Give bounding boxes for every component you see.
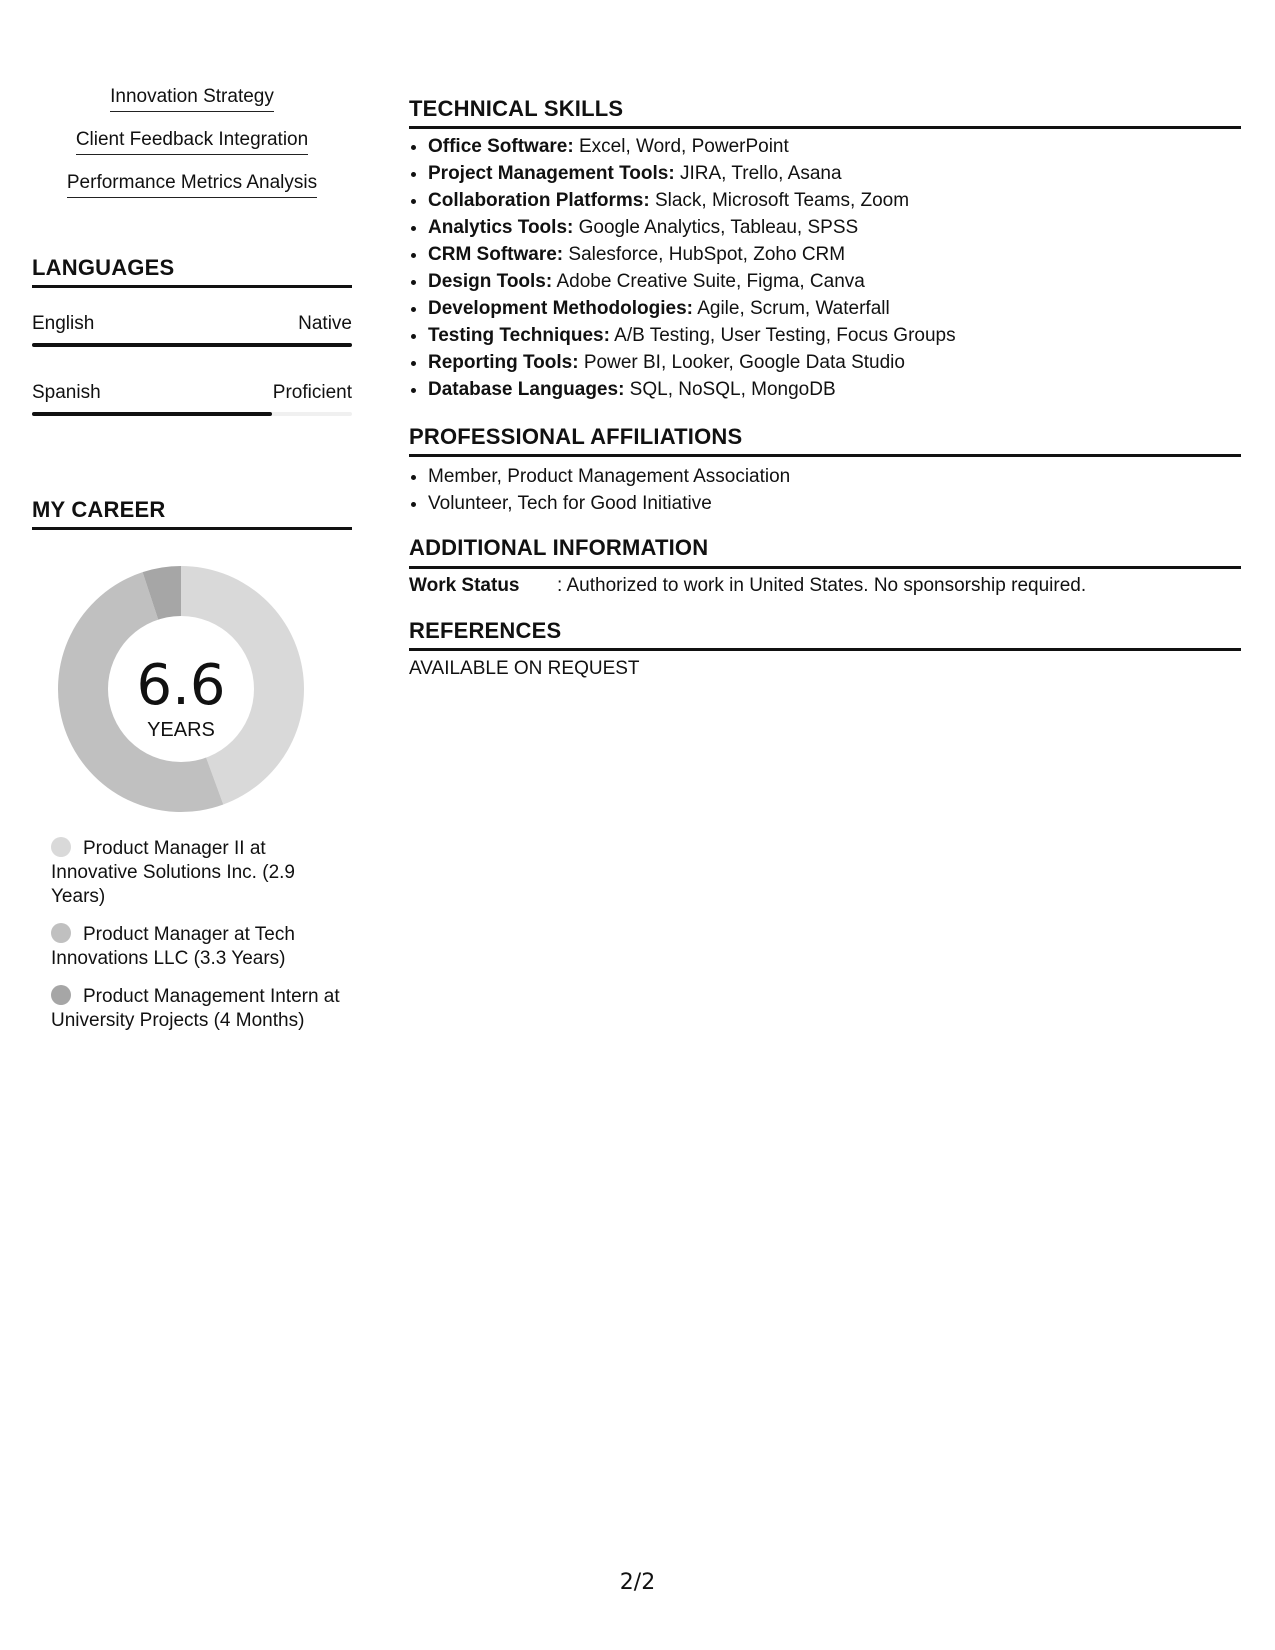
additional-info-rule <box>409 566 1241 569</box>
affiliations-rule <box>409 454 1241 457</box>
career-legend-item: Product Manager II at Innovative Solutions Inc. (2.9 Years) <box>51 838 295 907</box>
list-item: • Analytics Tools: Google Analytics, Tableau, SPSS <box>428 214 1248 241</box>
career-total-value: 6.6 <box>136 653 226 718</box>
career-rule <box>32 527 352 530</box>
list-item: • Volunteer, Tech for Good Initiative <box>428 490 1248 517</box>
list-item: • Database Languages: SQL, NoSQL, MongoDB <box>428 376 1248 403</box>
technical-skills-rule <box>409 126 1241 129</box>
list-item: • Collaboration Platforms: Slack, Microsoft Teams, Zoom <box>428 187 1248 214</box>
language-level: Native <box>298 313 352 334</box>
languages-title: LANGUAGES <box>32 255 175 280</box>
legend-dot-icon <box>51 837 71 857</box>
list-item: • CRM Software: Salesforce, HubSpot, Zoho CRM <box>428 241 1248 268</box>
references-text: AVAILABLE ON REQUEST <box>409 658 640 679</box>
technical-skills-list <box>409 133 1248 403</box>
list-item: • Member, Product Management Association <box>428 463 1248 490</box>
list-item: • Office Software: Excel, Word, PowerPoint <box>428 133 1248 160</box>
skill-item: Performance Metrics Analysis <box>32 172 352 198</box>
technical-skills-title: TECHNICAL SKILLS <box>409 96 624 121</box>
language-name: English <box>32 313 95 334</box>
language-bar-english <box>32 343 352 347</box>
career-title: MY CAREER <box>32 497 166 522</box>
work-status-value: : Authorized to work in United States. No sponsorship required. <box>557 575 1087 596</box>
career-donut-chart <box>56 564 306 814</box>
language-level: Proficient <box>272 382 352 403</box>
list-item: • Development Methodologies: Agile, Scrum, Waterfall <box>428 295 1248 322</box>
skill-item: Innovation Strategy <box>32 86 352 112</box>
page-number: 2/2 <box>619 1570 656 1595</box>
legend-dot-icon <box>51 985 71 1005</box>
languages-rule <box>32 285 352 288</box>
affiliations-list <box>409 463 1248 517</box>
language-bar-fill <box>32 412 272 416</box>
list-item: • Testing Techniques: A/B Testing, User Testing, Focus Groups <box>428 322 1248 349</box>
affiliations-title: PROFESSIONAL AFFILIATIONS <box>409 424 743 449</box>
references-rule <box>409 648 1241 651</box>
references-title: REFERENCES <box>409 618 562 643</box>
list-item: • Project Management Tools: JIRA, Trello, Asana <box>428 160 1248 187</box>
work-status-label: Work Status <box>409 575 520 596</box>
language-name: Spanish <box>32 382 101 403</box>
skill-item: Client Feedback Integration <box>32 129 352 155</box>
language-bar-spanish <box>32 412 352 416</box>
career-total-unit: YEARS <box>147 719 215 741</box>
career-legend-item: Product Manager at Tech Innovations LLC (3.3 Years) <box>51 924 295 969</box>
career-legend-item: Product Management Intern at University Projects (4 Months) <box>51 986 340 1031</box>
language-bar-fill <box>32 343 352 347</box>
list-item: • Reporting Tools: Power BI, Looker, Google Data Studio <box>428 349 1248 376</box>
additional-info-title: ADDITIONAL INFORMATION <box>409 535 709 560</box>
legend-dot-icon <box>51 923 71 943</box>
list-item: • Design Tools: Adobe Creative Suite, Figma, Canva <box>428 268 1248 295</box>
